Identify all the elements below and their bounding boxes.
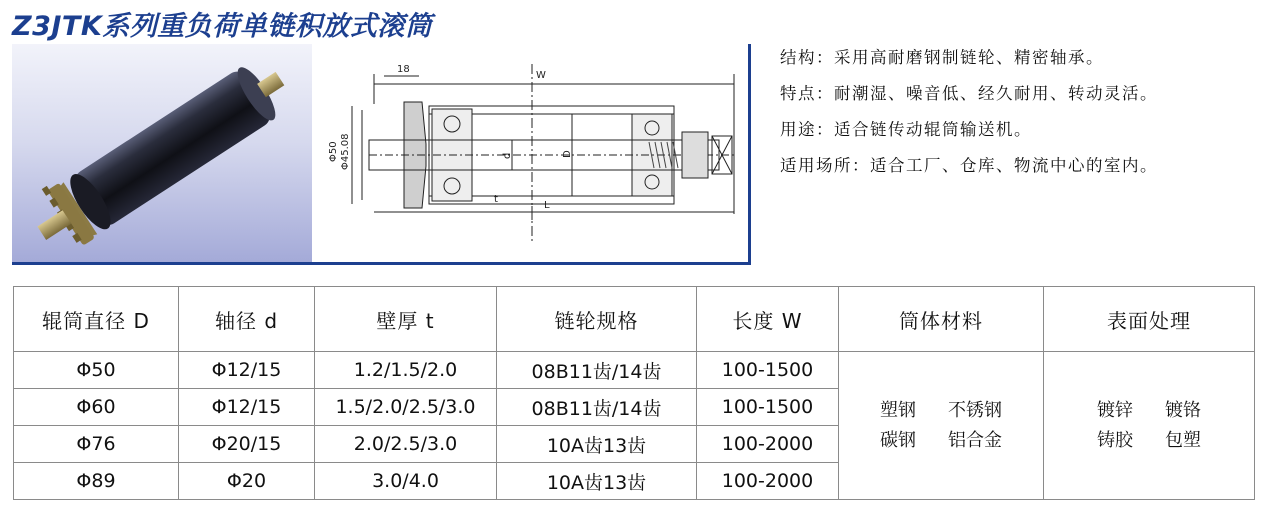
header-sprocket: 链轮规格 (497, 287, 697, 352)
header-surface: 表面处理 (1044, 287, 1255, 352)
cell-surface (1044, 352, 1255, 500)
cell-thickness: 3.0/4.0 (315, 463, 497, 500)
cell-shaft: Φ20/15 (179, 426, 315, 463)
header-thickness: 壁厚 t (315, 287, 497, 352)
desc-structure: 结构：采用高耐磨钢制链轮、精密轴承。 (780, 48, 1104, 67)
cell-thickness: 1.2/1.5/2.0 (315, 352, 497, 389)
surface-line: 镀锌 镀铬 (1097, 399, 1201, 421)
dim-w: W (536, 70, 546, 81)
cell-sprocket: 08B11齿/14齿 (497, 352, 697, 389)
dim-big-d: D (562, 150, 573, 158)
cell-diameter: Φ50 (14, 352, 179, 389)
cell-length: 100-1500 (697, 389, 839, 426)
cell-sprocket: 08B11齿/14齿 (497, 389, 697, 426)
cell-shaft: Φ20 (179, 463, 315, 500)
table-header-row (14, 287, 1255, 352)
cell-length: 100-2000 (697, 426, 839, 463)
product-description (780, 40, 1260, 184)
cell-length: 100-2000 (697, 463, 839, 500)
material-line: 塑钢 不锈钢 (880, 399, 1002, 421)
desc-application: 适用场所：适合工厂、仓库、物流中心的室内。 (780, 156, 1158, 175)
cell-shaft: Φ12/15 (179, 352, 315, 389)
spec-table (13, 286, 1255, 500)
desc-usage: 用途：适合链传动辊筒输送机。 (780, 120, 1032, 139)
desc-features: 特点：耐潮湿、噪音低、经久耐用、转动灵活。 (780, 84, 1158, 103)
dim-d: d (502, 152, 513, 159)
cell-diameter: Φ60 (14, 389, 179, 426)
material-line: 碳钢 铝合金 (880, 429, 1002, 451)
header-diameter: 辊筒直径 D (14, 287, 179, 352)
surface-line: 铸胶 包塑 (1097, 429, 1201, 451)
header-material: 筒体材料 (839, 287, 1044, 352)
dim-18: 18 (397, 64, 410, 75)
cell-thickness: 1.5/2.0/2.5/3.0 (315, 389, 497, 426)
cell-sprocket: 10A齿13齿 (497, 426, 697, 463)
page-title: Z3JTK系列重负荷单链积放式滚筒 (12, 11, 433, 42)
cell-length: 100-1500 (697, 352, 839, 389)
roller-photo (12, 44, 312, 262)
cell-materials (839, 352, 1044, 500)
cell-diameter: Φ76 (14, 426, 179, 463)
dim-phi50: Φ50 (328, 141, 339, 162)
header-shaft: 轴径 d (179, 287, 315, 352)
cell-thickness: 2.0/2.5/3.0 (315, 426, 497, 463)
technical-drawing (314, 44, 744, 262)
dim-phi45: Φ45.08 (340, 133, 351, 170)
cell-shaft: Φ12/15 (179, 389, 315, 426)
dim-t: t (494, 194, 498, 205)
cell-sprocket: 10A齿13齿 (497, 463, 697, 500)
cell-diameter: Φ89 (14, 463, 179, 500)
table-row (14, 352, 1255, 389)
dim-l: L (544, 200, 550, 211)
figure-box (12, 44, 751, 265)
header-length: 长度 W (697, 287, 839, 352)
